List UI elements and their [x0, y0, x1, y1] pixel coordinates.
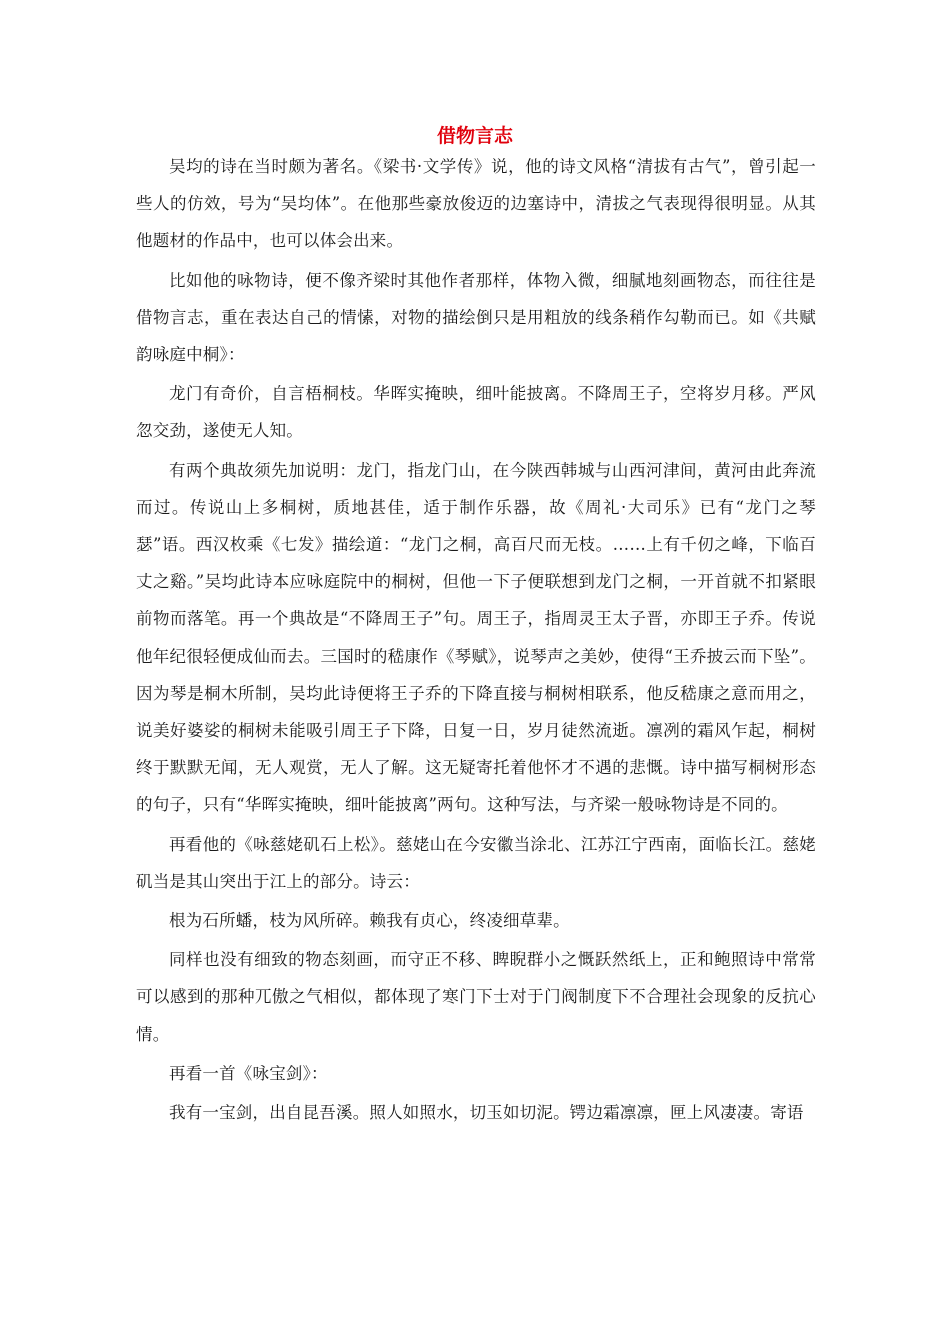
paragraph-baojian-intro: 再看一首《咏宝剑》：	[169, 1063, 328, 1083]
poem-baojian: 我有一宝剑，出自昆吾溪。照人如照水，切玉如切泥。锷边霜凛凛，匣上风凄凄。寄语	[169, 1103, 804, 1123]
paragraph-allusions: 有两个典故须先加说明：龙门，指龙门山，在今陕西韩城与山西河津间，黄河由此奔流而过。传说山上多桐树，质地甚佳，适于制作乐器，故《周礼·大司乐》已有“龙门之琴瑟”语。西汉枚乘《七发》描绘道：“龙门之桐，高百尺而无枝。……上有千仞之峰，下临百丈之谿。”吴均此诗本应咏庭院中的桐树，但他一下子便联想到龙门之桐，一开首就不扣紧眼前物而落笔。再一个典故是“不降周王子”句。周王子，指周灵王太子晋，亦即王子乔。传说他年纪很轻便成仙而去。三国时的嵇康作《琴赋》，说琴声之美妙，使得“王乔披云而下坠”。因为琴是桐木所制，吴均此诗便将王子乔的下降直接与桐树相联系，他反嵇康之意而用之，说美好婆娑的桐树未能吸引周王子下降，日复一日，岁月徒然流逝。凛冽的霜风乍起，桐树终于默默无闻，无人观赏，无人了解。这无疑寄托着他怀才不遇的悲慨。诗中描写桐树形态的句子，只有“华晖实掩映，细叶能披离”两句。这种写法，与齐梁一般咏物诗是不同的。	[136, 460, 816, 815]
paragraph-yongwu: 比如他的咏物诗，便不像齐梁时其他作者那样，体物入微，细腻地刻画物态，而往往是借物言志，重在表达自己的情愫，对物的描绘倒只是用粗放的线条稍作勾勒而已。如《共赋韵咏庭中桐》：	[136, 270, 816, 365]
poem-song: 根为石所蟠，枝为风所碎。赖我有贞心，终凌细草辈。	[169, 911, 570, 931]
paragraph-analysis: 同样也没有细致的物态刻画，而守正不移、睥睨群小之慨跃然纸上，正和鲍照诗中常常可以感到的那种兀傲之气相似，都体现了寒门下士对于门阀制度下不合理社会现象的反抗心情。	[136, 950, 816, 1044]
article-body	[136, 148, 816, 1133]
paragraph-cimu: 再看他的《咏慈姥矶石上松》。慈姥山在今安徽当涂北、江苏江宁西南，面临长江。慈姥矶当是其山突出于江上的部分。诗云：	[136, 834, 816, 891]
paragraph-intro: 吴均的诗在当时颇为著名。《梁书·文学传》说，他的诗文风格“清拔有古气”，曾引起一些人的仿效，号为“吴均体”。在他那些豪放俊迈的边塞诗中，清拔之气表现得很明显。从其他题材的作品中，也可以体会出来。	[136, 157, 816, 251]
page-title: 借物言志	[436, 125, 513, 147]
poem-tong: 龙门有奇价，自言梧桐枝。华晖实掩映，细叶能披离。不降周王子，空将岁月移。严风忽交劲，遂使无人知。	[136, 384, 816, 441]
